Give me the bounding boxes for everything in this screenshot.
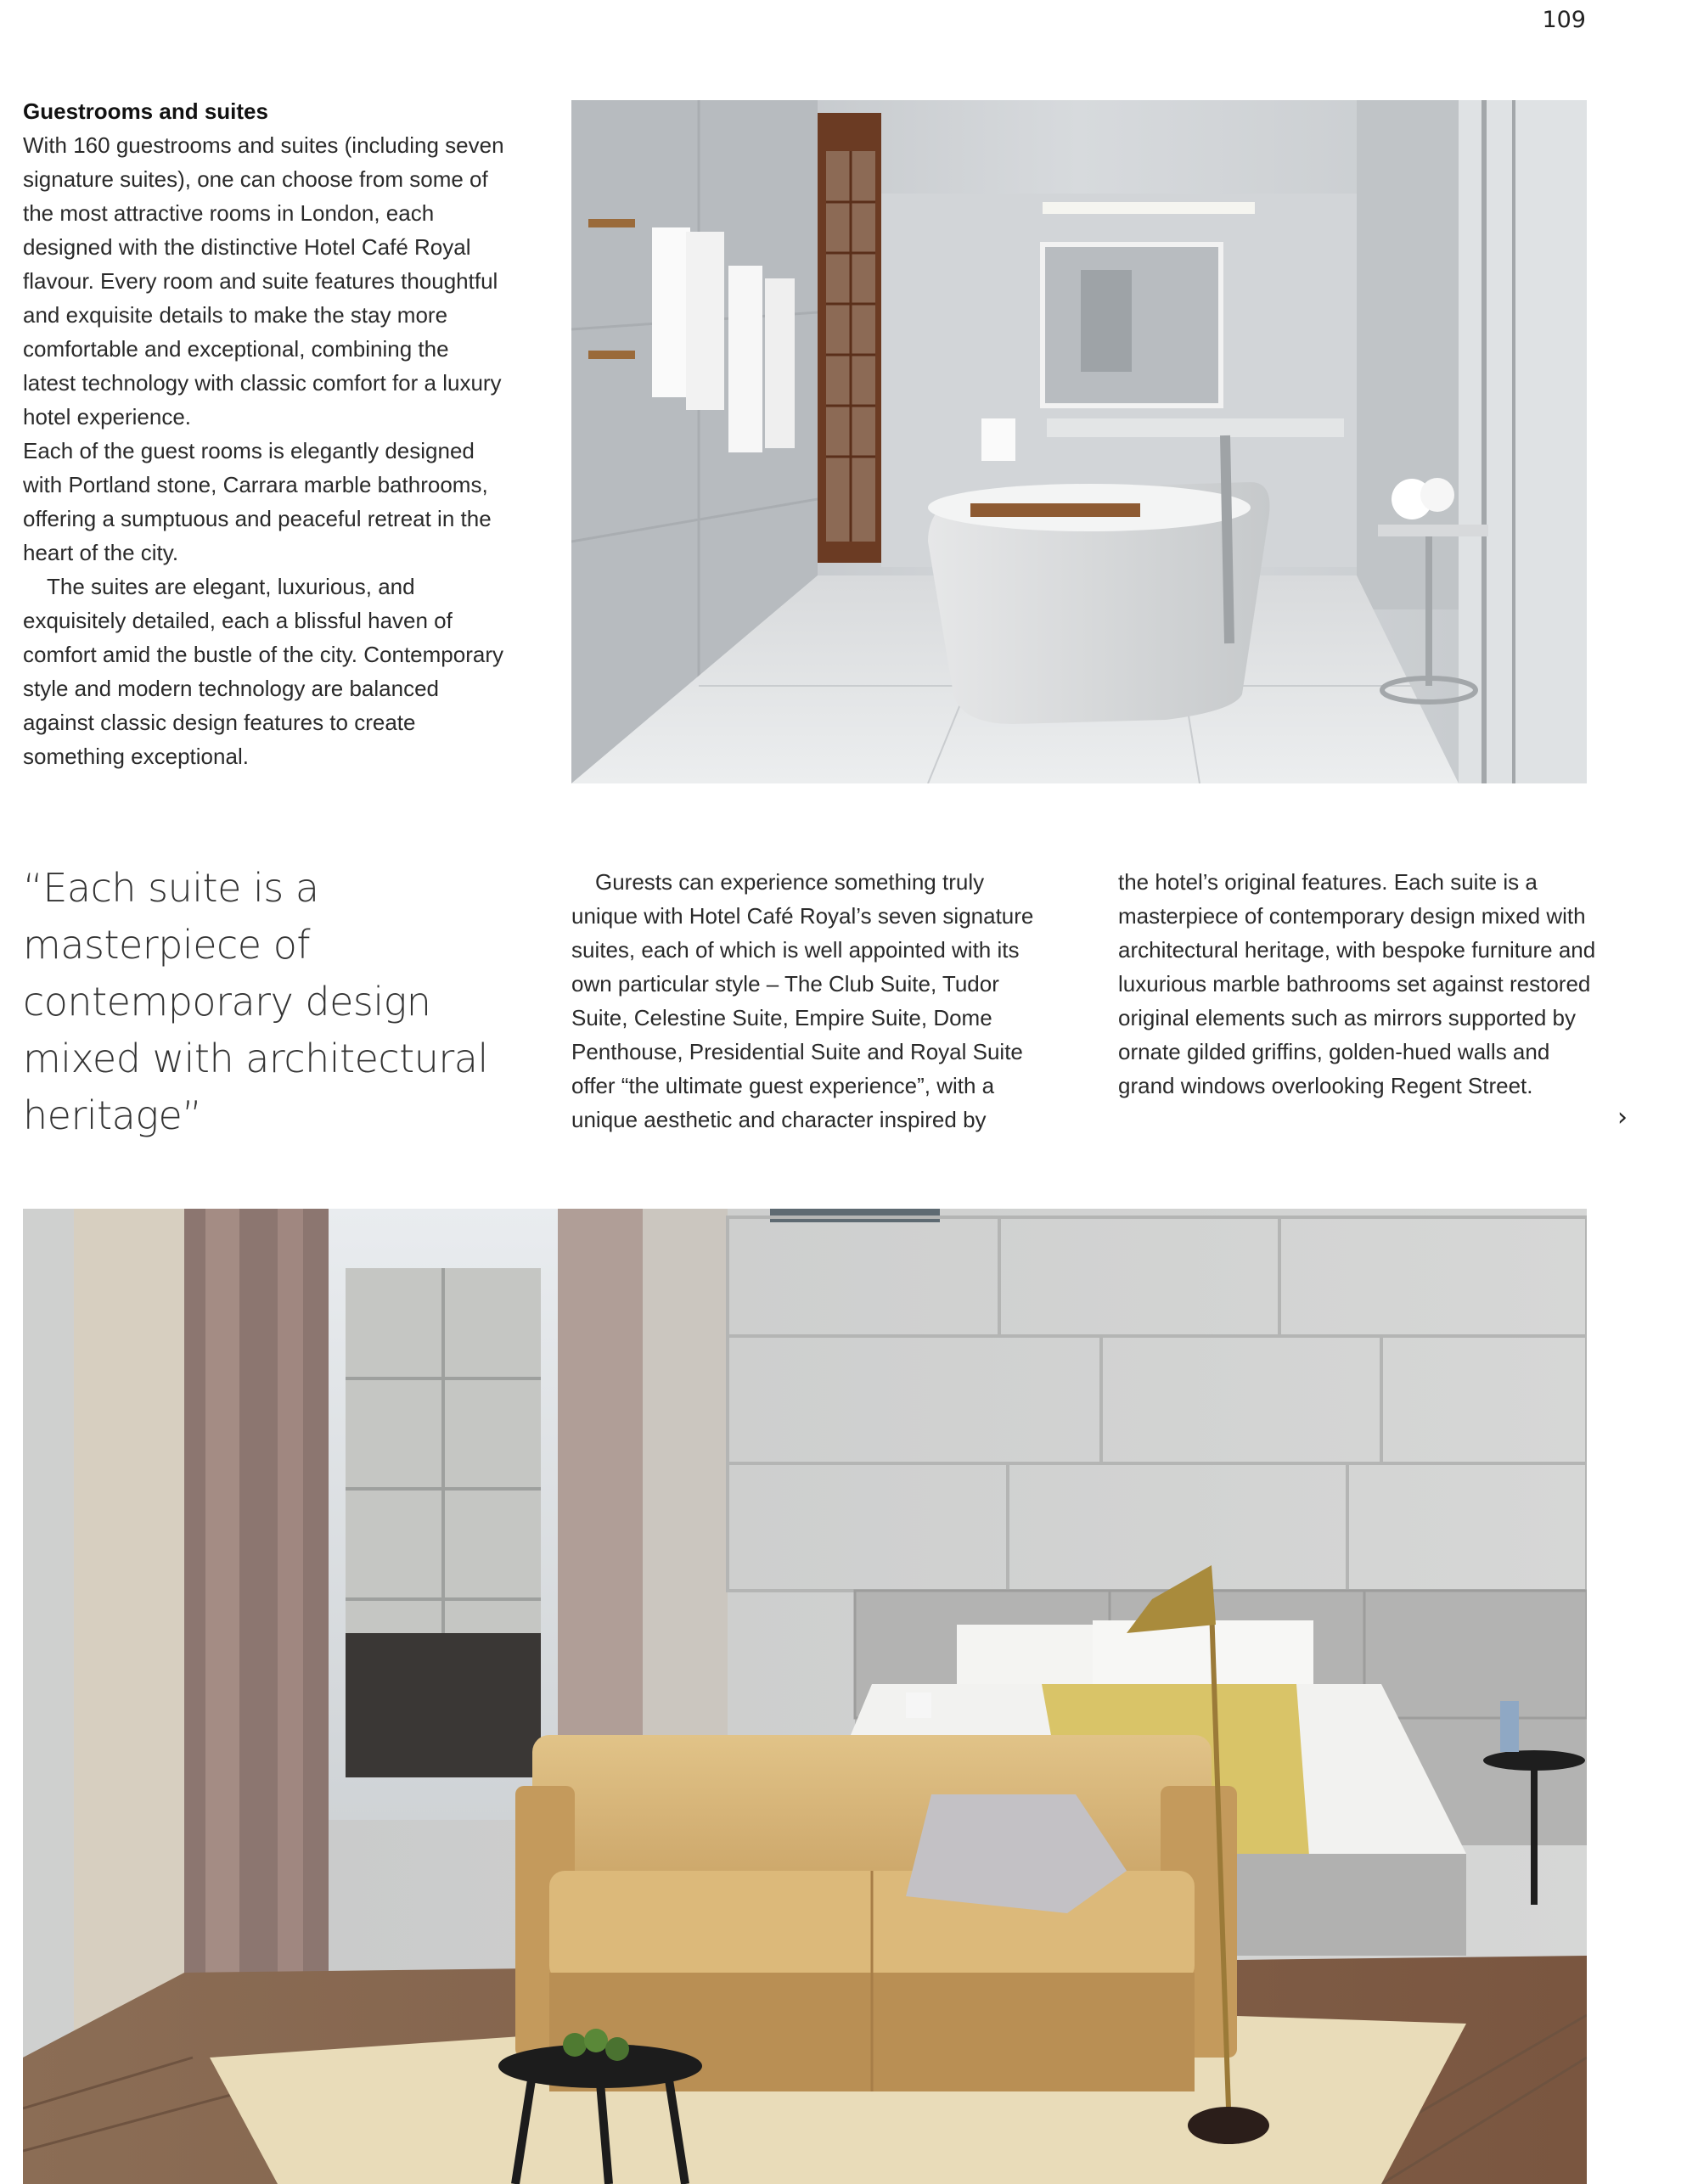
body-column-1-text: Gurests can experience something truly unique with Hotel Café Royal’s seven signature suites, each of which is well appointed with its own particular style – The Club Suite, Tudor Suite, Celestine Suite, Empire Suite, Dome Penthouse, Presidential Suite and Royal Suite offer “the ultimate guest experience”, with a unique aesthetic and character inspired by [571, 869, 1034, 1132]
intro-paragraph-1: With 160 guestrooms and suites (including seven signature suites), one can choose from some of the most attractive rooms in London, each designed with the distinctive Hotel Café Royal flavour. Every room and suite features thoughtful and exquisite details to make the stay more comfortable and exceptional, combining the latest technology with classic comfort for a luxury hotel experience. [23, 132, 504, 430]
intro-text-block [23, 94, 507, 773]
intro-paragraph-3: The suites are elegant, luxurious, and exquisitely detailed, each a blissful haven of comfort amid the bustle of the city. Contemporary style and modern technology are balanced against classic design features to create something exceptional. [23, 574, 503, 769]
pull-quote: “Each suite is a masterpiece of contemporary design mixed with architectural heritage” [23, 865, 488, 1138]
next-page-arrow-icon[interactable]: › [1617, 1103, 1628, 1132]
body-column-2-text: the hotel’s original features. Each suite is a masterpiece of contemporary design mixed with architectural heritage, with bespoke furniture and luxurious marble bathrooms set against restored original elements such as mirrors supported by ornate gilded griffins, golden-hued walls and grand windows overlooking Regent Street. [1118, 869, 1596, 1098]
intro-paragraph-2: Each of the guest rooms is elegantly designed with Portland stone, Carrara marble bathrooms, offering a sumptuous and peaceful retreat in the heart of the city. [23, 438, 492, 565]
body-column-1 [571, 865, 1055, 1137]
intro-heading: Guestrooms and suites [23, 98, 268, 124]
page-number: 109 [1542, 7, 1586, 33]
bathroom-photo [571, 100, 1587, 783]
bedroom-photo [23, 1209, 1587, 2184]
body-column-2 [1118, 865, 1602, 1103]
